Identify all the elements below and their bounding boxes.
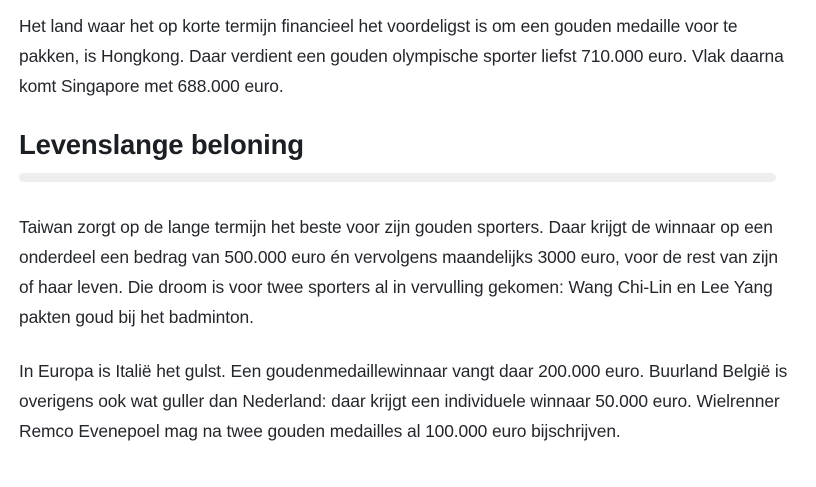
article-body bbox=[19, 11, 789, 446]
heading-divider bbox=[19, 173, 776, 182]
paragraph-europe: In Europa is Italië het gulst. Een goudenmedaillewinnaar vangt daar 200.000 euro. Buurland België is overigens ook wat guller dan Nederland: daar krijgt een individuele winnaar 50.000 euro. Wielrenner Remco Evenepoel mag na twee gouden medailles al 100.000 euro bijschrijven. bbox=[19, 361, 788, 441]
section-heading: Levenslange beloning bbox=[19, 129, 304, 160]
intro-paragraph: Het land waar het op korte termijn financieel het voordeligst is om een gouden medaille voor te pakken, is Hongkong. Daar verdient een gouden olympische sporter liefst 710.000 euro. Vlak daarna komt Singapore met 688.000 euro. bbox=[19, 16, 784, 96]
paragraph-taiwan: Taiwan zorgt op de lange termijn het beste voor zijn gouden sporters. Daar krijgt de winnaar op een onderdeel een bedrag van 500.000 euro én vervolgens maandelijks 3000 euro, voor de rest van zijn of haar leven. Die droom is voor twee sporters al in vervulling gekomen: Wang Chi-Lin en Lee Yang pakten goud bij het badminton. bbox=[19, 217, 779, 327]
